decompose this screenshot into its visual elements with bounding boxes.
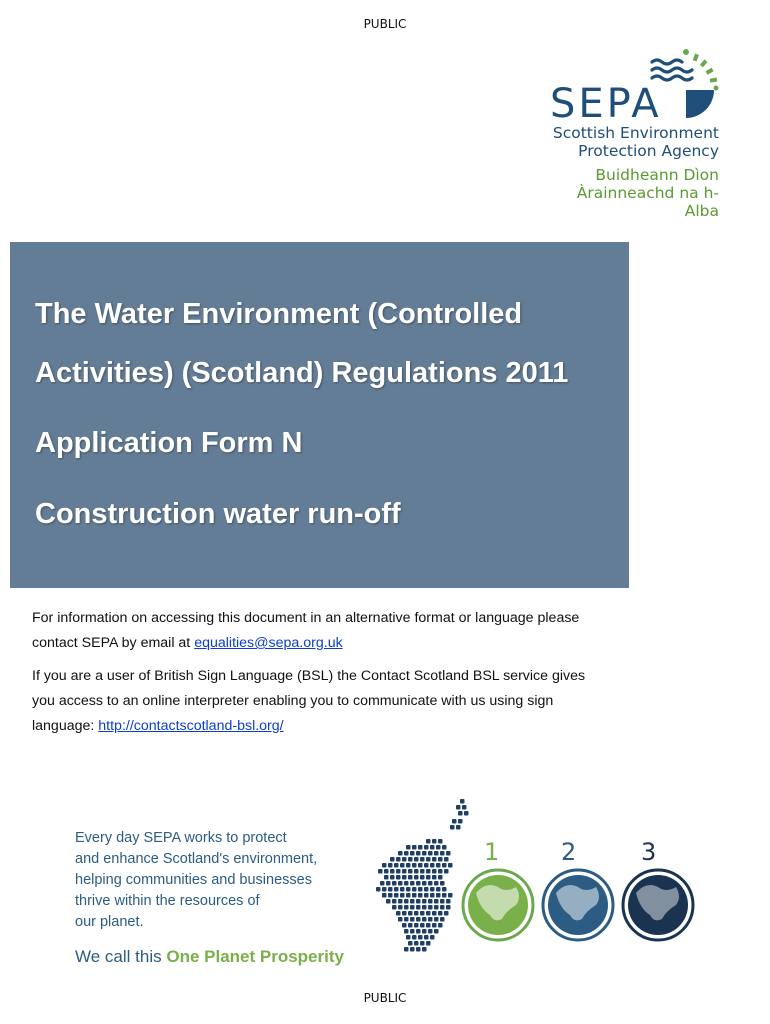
map-dot <box>410 947 415 952</box>
map-dot <box>420 875 425 880</box>
map-dot <box>432 911 437 916</box>
map-dot <box>440 899 445 904</box>
title-panel <box>10 242 629 588</box>
form-subject: Construction water run-off <box>35 498 401 530</box>
map-dot <box>392 905 397 910</box>
map-dot <box>390 857 395 862</box>
map-dot <box>434 851 439 856</box>
one-planet-statement <box>75 828 317 933</box>
map-dot <box>416 947 421 952</box>
statement-line-1: Every day SEPA works to protect <box>75 830 287 846</box>
map-dot <box>408 857 413 862</box>
globe-label-1: 1 <box>484 838 500 866</box>
map-dot <box>458 811 463 816</box>
map-dot <box>396 911 401 916</box>
map-dot <box>460 799 465 804</box>
map-dot <box>444 869 449 874</box>
map-dot <box>404 881 409 886</box>
alt-format-text: For information on accessing this document in an alternative format or language please contact SEPA by email at <box>32 610 580 651</box>
map-dot <box>428 851 433 856</box>
map-dot <box>400 887 405 892</box>
alt-format-paragraph <box>32 606 592 656</box>
map-dot <box>396 875 401 880</box>
map-dot <box>392 881 397 886</box>
map-dot <box>398 917 403 922</box>
bsl-paragraph <box>32 664 607 739</box>
map-dot <box>420 857 425 862</box>
map-dot <box>426 857 431 862</box>
map-dot <box>408 941 413 946</box>
map-dot <box>402 923 407 928</box>
map-dot <box>430 935 435 940</box>
map-dot <box>442 887 447 892</box>
map-dot <box>410 929 415 934</box>
map-dot <box>422 917 427 922</box>
map-dot <box>378 869 383 874</box>
map-dot <box>398 881 403 886</box>
map-dot <box>400 863 405 868</box>
map-dot <box>398 899 403 904</box>
sepa-wordmark: SEPA <box>550 81 662 127</box>
map-dot <box>394 887 399 892</box>
map-dot <box>404 917 409 922</box>
map-dot <box>414 857 419 862</box>
map-dot <box>396 869 401 874</box>
map-dot <box>426 839 431 844</box>
map-dot <box>426 869 431 874</box>
map-dot <box>408 869 413 874</box>
map-dot <box>418 887 423 892</box>
map-dot <box>434 881 439 886</box>
map-dot <box>414 911 419 916</box>
map-dot <box>440 905 445 910</box>
map-dot <box>414 875 419 880</box>
map-dot <box>412 845 417 850</box>
map-dot <box>450 825 455 830</box>
classification-header: PUBLIC <box>363 17 407 31</box>
map-dot <box>446 905 451 910</box>
map-dot <box>446 899 451 904</box>
map-dot <box>422 899 427 904</box>
map-dot <box>434 899 439 904</box>
map-dot <box>404 947 409 952</box>
map-dot <box>438 875 443 880</box>
map-dot <box>402 911 407 916</box>
agency-name-gaelic <box>548 166 719 220</box>
map-dot <box>420 869 425 874</box>
map-dot <box>410 881 415 886</box>
map-dot <box>426 875 431 880</box>
map-dot <box>420 923 425 928</box>
map-dot <box>412 887 417 892</box>
map-dot <box>430 863 435 868</box>
map-dot <box>438 839 443 844</box>
map-dot <box>410 905 415 910</box>
map-dot <box>416 929 421 934</box>
map-dot <box>432 923 437 928</box>
map-dot <box>388 863 393 868</box>
map-dot <box>394 863 399 868</box>
map-dot <box>412 935 417 940</box>
map-dot <box>430 893 435 898</box>
map-dot <box>402 857 407 862</box>
map-dot <box>404 929 409 934</box>
map-dot <box>438 923 443 928</box>
map-dot <box>384 869 389 874</box>
map-dot <box>428 899 433 904</box>
map-dot <box>414 941 419 946</box>
map-dot <box>382 887 387 892</box>
map-dot <box>442 863 447 868</box>
map-dot <box>406 893 411 898</box>
title-line-1: The Water Environment (Controlled <box>35 298 523 330</box>
form-name: Application Form N <box>35 427 303 459</box>
map-dot <box>440 917 445 922</box>
map-dot <box>402 875 407 880</box>
map-dot <box>394 893 399 898</box>
map-dot <box>434 917 439 922</box>
map-dot <box>420 941 425 946</box>
title-line-2: Activities) (Scotland) Regulations 2011 <box>35 357 569 389</box>
map-dot <box>386 899 391 904</box>
map-dot <box>428 881 433 886</box>
map-dot <box>432 869 437 874</box>
map-dot <box>444 857 449 862</box>
map-dot <box>424 863 429 868</box>
statement-line-4: thrive within the resources of <box>75 893 260 909</box>
map-dot <box>422 947 427 952</box>
map-dot <box>430 845 435 850</box>
map-dot <box>382 863 387 868</box>
map-dot <box>432 875 437 880</box>
map-dot <box>376 887 381 892</box>
scotland-dot-map-icon <box>376 799 469 952</box>
map-dot <box>416 905 421 910</box>
tagline-prefix: We call this <box>75 947 162 966</box>
map-dot <box>380 881 385 886</box>
map-dot <box>406 935 411 940</box>
map-dot <box>416 851 421 856</box>
map-dot <box>390 869 395 874</box>
map-dot <box>428 905 433 910</box>
map-dot <box>388 887 393 892</box>
gaelic-line-1: Buidheann Dìon <box>595 166 719 184</box>
map-dot <box>398 905 403 910</box>
map-dot <box>382 893 387 898</box>
map-dot <box>416 899 421 904</box>
map-dot <box>436 845 441 850</box>
map-dot <box>418 845 423 850</box>
statement-line-3: helping communities and businesses <box>75 872 312 888</box>
map-dot <box>404 899 409 904</box>
map-dot <box>406 863 411 868</box>
map-dot <box>384 875 389 880</box>
map-dot <box>400 893 405 898</box>
map-dot <box>418 863 423 868</box>
globe-label-3: 3 <box>641 838 657 866</box>
gaelic-line-2: Àrainneachd na h-Alba <box>576 184 719 220</box>
map-dot <box>438 869 443 874</box>
map-dot <box>438 857 443 862</box>
tagline-highlight: One Planet Prosperity <box>166 947 344 966</box>
map-dot <box>392 899 397 904</box>
map-dot <box>422 905 427 910</box>
statement-line-2: and enhance Scotland's environment, <box>75 851 318 867</box>
english-line-2: Protection Agency <box>578 142 719 160</box>
map-dot <box>464 811 469 816</box>
map-dot <box>404 851 409 856</box>
globe-3-icon <box>623 870 693 940</box>
map-dot <box>408 875 413 880</box>
map-dot <box>446 851 451 856</box>
map-dot <box>426 941 431 946</box>
map-dot <box>412 893 417 898</box>
map-dot <box>408 911 413 916</box>
map-dot <box>412 863 417 868</box>
map-dot <box>420 911 425 916</box>
map-dot <box>422 881 427 886</box>
equalities-email-link[interactable]: equalities@sepa.org.uk <box>194 635 343 651</box>
map-dot <box>438 911 443 916</box>
map-dot <box>424 887 429 892</box>
map-dot <box>442 893 447 898</box>
map-dot <box>432 857 437 862</box>
map-dot <box>432 839 437 844</box>
bsl-text: If you are a user of British Sign Language (BSL) the Contact Scotland BSL service gives you access to an online interpreter enabling you to communicate with us using sign language: <box>32 668 586 734</box>
one-planet-tagline <box>75 947 344 967</box>
map-dot <box>418 893 423 898</box>
map-dot <box>452 819 457 824</box>
map-dot <box>428 929 433 934</box>
map-dot <box>448 863 453 868</box>
map-dot <box>456 805 461 810</box>
map-dot <box>442 845 447 850</box>
map-dot <box>444 911 449 916</box>
map-dot <box>430 887 435 892</box>
map-dot <box>404 905 409 910</box>
map-dot <box>410 851 415 856</box>
classification-footer: PUBLIC <box>363 991 407 1005</box>
map-dot <box>422 851 427 856</box>
globe-1-icon <box>463 870 533 940</box>
map-dot <box>448 893 453 898</box>
map-dot <box>410 917 415 922</box>
map-dot <box>462 805 467 810</box>
map-dot <box>426 911 431 916</box>
map-dot <box>424 845 429 850</box>
map-dot <box>422 929 427 934</box>
map-dot <box>424 935 429 940</box>
map-dot <box>406 887 411 892</box>
map-dot <box>458 819 463 824</box>
map-dot <box>402 869 407 874</box>
map-dot <box>426 923 431 928</box>
scotland-globes-illustration <box>368 795 698 955</box>
map-dot <box>418 935 423 940</box>
map-dot <box>408 923 413 928</box>
map-dot <box>390 875 395 880</box>
map-dot <box>436 893 441 898</box>
map-dot <box>434 929 439 934</box>
map-dot <box>428 917 433 922</box>
map-dot <box>406 845 411 850</box>
map-dot <box>436 863 441 868</box>
agency-name-english <box>553 124 719 160</box>
map-dot <box>416 917 421 922</box>
map-dot <box>398 851 403 856</box>
map-dot <box>436 887 441 892</box>
map-dot <box>440 881 445 886</box>
sepa-logo <box>548 48 738 220</box>
map-dot <box>414 869 419 874</box>
english-line-1: Scottish Environment <box>552 124 719 142</box>
map-dot <box>456 825 461 830</box>
map-dot <box>388 893 393 898</box>
map-dot <box>396 857 401 862</box>
map-dot <box>386 881 391 886</box>
statement-line-5: our planet. <box>75 914 144 930</box>
map-dot <box>440 851 445 856</box>
globe-label-2: 2 <box>561 838 577 866</box>
globe-2-icon <box>543 870 613 940</box>
contact-scotland-bsl-link[interactable]: http://contactscotland-bsl.org/ <box>98 718 284 734</box>
map-dot <box>424 893 429 898</box>
map-dot <box>414 923 419 928</box>
map-dot <box>416 881 421 886</box>
map-dot <box>434 905 439 910</box>
map-dot <box>410 899 415 904</box>
